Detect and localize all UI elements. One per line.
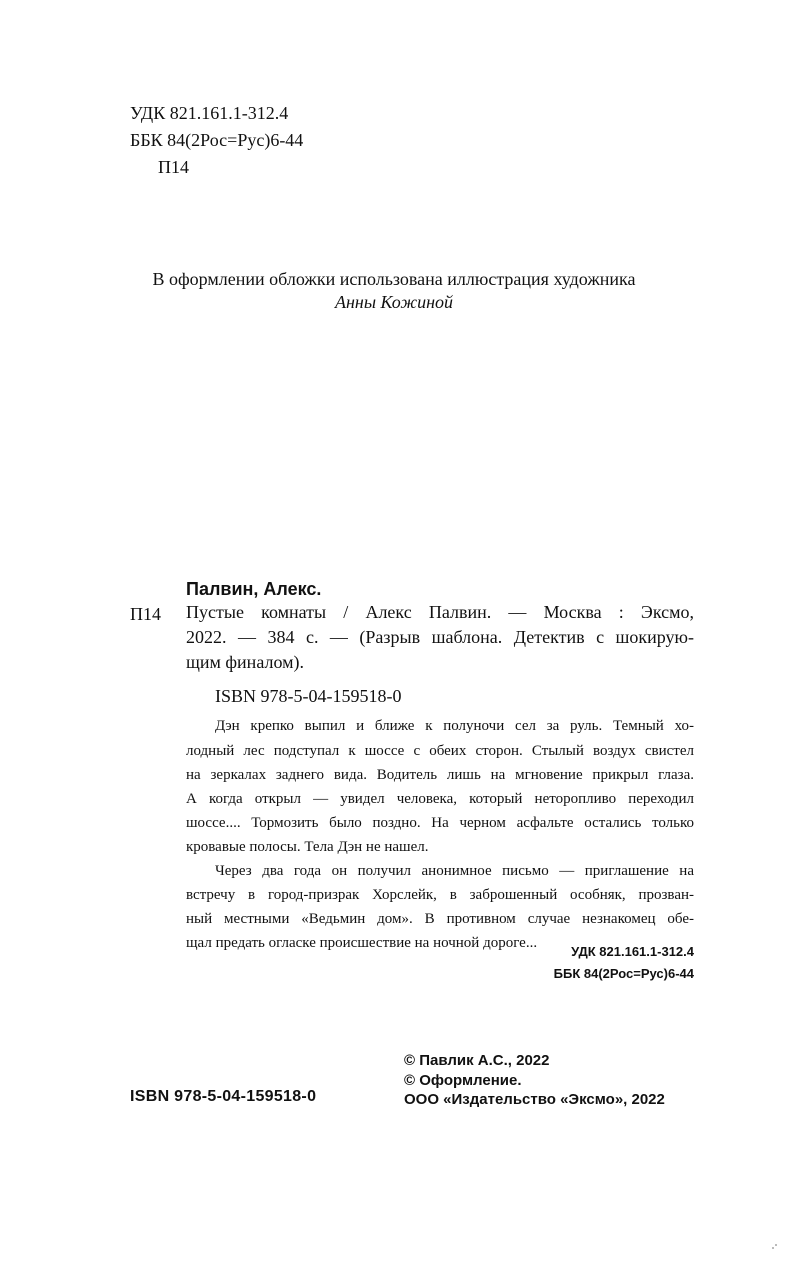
annotation-line-4: А когда открыл — увидел человека, который неторопливо переходил	[186, 791, 694, 807]
annotation-line-1: Дэн крепко выпил и ближе к полуночи сел за руль. Темный хо-	[215, 718, 694, 734]
annotation-line-2: лодный лес подступал к шоссе с обеих сторон. Стылый воздух свистел	[186, 743, 694, 759]
annotation-line-3: на зеркалах заднего вида. Водитель лишь на мгновение прикрыл глаза.	[186, 767, 694, 783]
card-author: Палвин, Алекс.	[186, 579, 322, 599]
card-entry-line-1: Пустые комнаты / Алекс Палвин. — Москва : Эксмо,	[186, 602, 694, 622]
cover-credit-line: В оформлении обложки использована иллюстрация художника	[152, 269, 636, 289]
corner-mark	[772, 1244, 778, 1250]
annotation-line-9: ный местными «Ведьмин дом». В противном случае незнакомец обе-	[186, 911, 694, 927]
author-mark-top: П14	[158, 157, 189, 177]
annotation-line-8: встречу в город-призрак Хорслейк, в заброшенный особняк, прозван-	[186, 887, 694, 903]
card-entry-line-3: щим финалом).	[186, 652, 304, 672]
copyright-design: © Оформление.	[404, 1072, 522, 1089]
udk-code-top: УДК 821.161.1-312.4	[130, 103, 289, 123]
card-entry-line-2: 2022. — 384 с. — (Разрыв шаблона. Детектив с шокирую-	[186, 627, 694, 647]
isbn-bottom: ISBN 978-5-04-159518-0	[130, 1088, 317, 1105]
annotation-line-6: кровавые полосы. Тела Дэн не нашел.	[186, 839, 429, 855]
bbk-code-top: ББК 84(2Рос=Рус)6-44	[130, 130, 304, 150]
annotation-line-5: шоссе.... Тормозить было поздно. На черном асфальте остались только	[186, 815, 694, 831]
card-author-mark: П14	[130, 604, 161, 624]
udk-code-bottom: УДК 821.161.1-312.4	[571, 944, 694, 959]
annotation-line-7: Через два года он получил анонимное письмо — приглашение на	[215, 863, 694, 879]
annotation-line-10: щал предать огласке происшествие на ночной дороге...	[186, 935, 538, 951]
copyright-publisher: ООО «Издательство «Эксмо», 2022	[404, 1091, 665, 1108]
copyright-author: © Павлик А.С., 2022	[404, 1052, 550, 1069]
card-isbn: ISBN 978-5-04-159518-0	[215, 686, 402, 706]
bbk-code-bottom: ББК 84(2Рос=Рус)6-44	[553, 966, 694, 981]
cover-credit-name: Анны Кожиной	[334, 292, 454, 312]
